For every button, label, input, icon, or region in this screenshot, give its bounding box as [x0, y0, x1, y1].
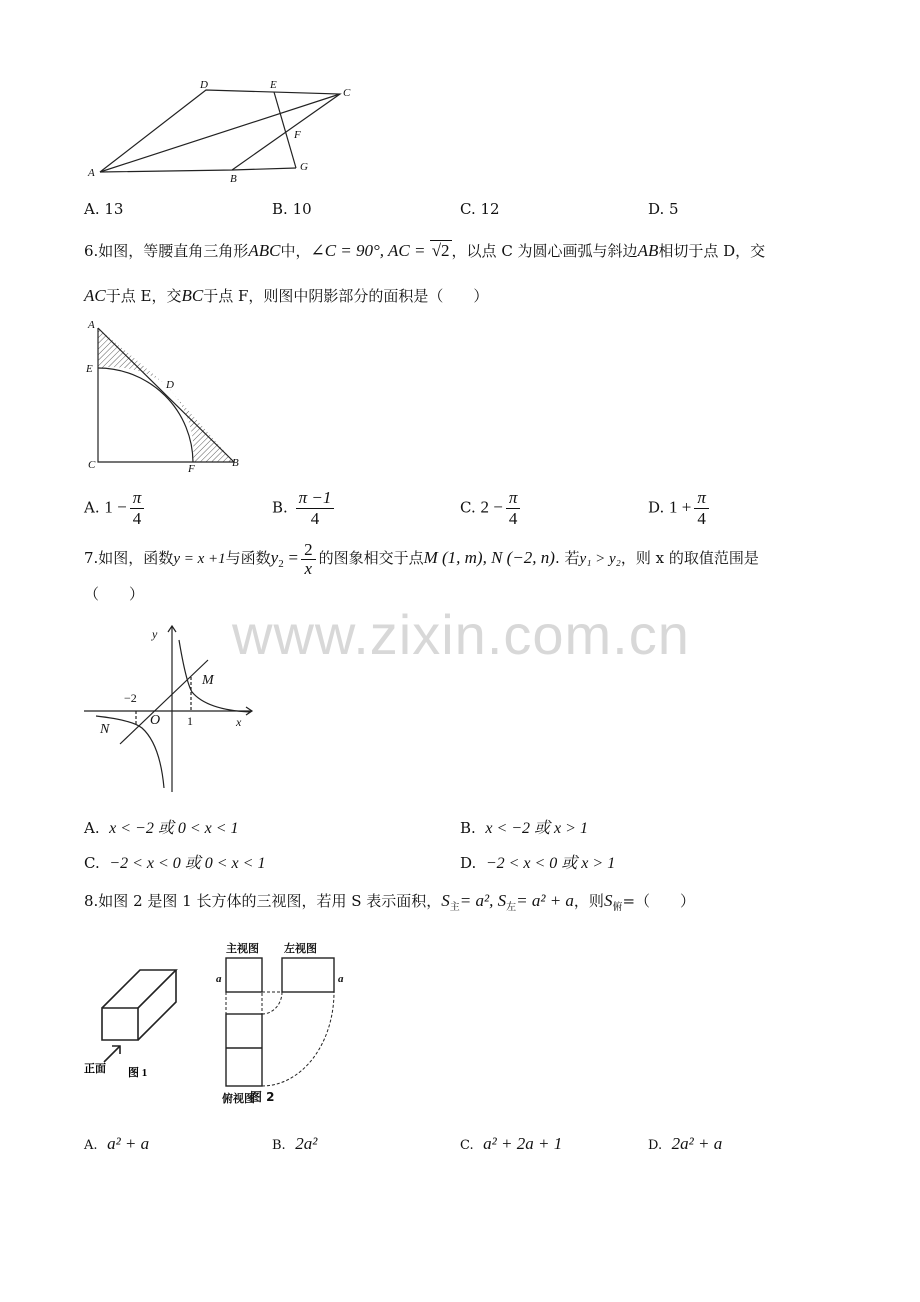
q6-shaded-region-top [98, 328, 164, 383]
q5-option-a[interactable] [84, 200, 123, 218]
q7-suffix: ，则 x 的取值范围是 [620, 549, 759, 567]
option-label: A. [84, 819, 100, 837]
option-label: B. [272, 200, 288, 218]
q6-line2-a: 于点 E，交 [105, 287, 182, 305]
option-label: B. [272, 1138, 286, 1153]
option-value: 12 [480, 200, 500, 218]
q5-label-b: B [230, 173, 237, 185]
q8-stem [84, 891, 695, 918]
q8-label-front: 正面 [84, 1063, 106, 1075]
q7-option-c[interactable] [84, 850, 265, 873]
option-label: B. [272, 498, 288, 517]
option-label: D. [648, 200, 665, 218]
option-label: A. [84, 200, 100, 218]
option-pre: 2 − [480, 497, 503, 517]
option-num: π [506, 488, 521, 509]
option-den: 4 [310, 509, 320, 528]
q7-points: M (1, m), N (−2, n) [423, 548, 555, 567]
option-den: 4 [508, 509, 518, 528]
option-label: A. [84, 498, 100, 517]
q5-option-c[interactable] [460, 200, 500, 218]
q6-text3: 相切于点 D，交 [658, 242, 766, 260]
q8-suffix: =（ ） [622, 892, 696, 910]
option-den: 4 [132, 509, 142, 528]
option-value: 2a² + a [671, 1134, 723, 1153]
q6-label-b: B [232, 457, 239, 469]
q8-option-b[interactable] [272, 1134, 317, 1154]
option-den: 4 [697, 509, 706, 528]
q8-figure-1-cuboid [82, 960, 192, 1080]
q7-prefix: 7.如图，函数 [84, 549, 174, 567]
q6-ac: AC [84, 286, 106, 305]
q7-mid1: 与函数 [225, 549, 271, 567]
option-label: C. [84, 854, 100, 872]
q7-label-neg2: −2 [124, 691, 137, 705]
q6-label-e: E [86, 363, 93, 375]
option-pre: 1 − [104, 497, 127, 517]
q6-option-c[interactable] [460, 488, 523, 529]
option-value: x < −2 或 x > 1 [485, 820, 588, 837]
option-value: a² + a [107, 1134, 150, 1153]
q6-option-b[interactable] [272, 488, 337, 529]
q8-caption-fig1: 图 1 [128, 1067, 148, 1079]
q7-frac-num: 2 [301, 541, 316, 560]
q8-s-main: S [441, 891, 450, 910]
q8-main-view [226, 958, 262, 992]
q5-label-a: A [88, 167, 95, 179]
q5-label-c: C [343, 87, 351, 99]
q7-label-o: O [150, 713, 161, 728]
q8-label-main-view: 主视图 [226, 943, 259, 955]
option-value: 10 [292, 200, 312, 218]
q6-abc: ABC [248, 241, 281, 260]
q5-parallelogram-figure [82, 78, 372, 188]
option-num: π −1 [296, 488, 335, 509]
q7-y2: y [270, 548, 279, 567]
option-label: D. [460, 854, 477, 872]
option-label: B. [460, 819, 476, 837]
q8-dash-arc-small [262, 992, 282, 1014]
option-value: −2 < x < 0 或 0 < x < 1 [109, 855, 266, 872]
q8-option-c[interactable] [460, 1134, 562, 1154]
q5-segment-eg [274, 92, 296, 168]
q7-option-d[interactable] [460, 850, 615, 873]
q7-eq: = [288, 548, 299, 567]
watermark: www.zixin.com.cn [232, 603, 690, 666]
q6-shaded-region-right [164, 383, 234, 462]
q8-s-top: S [603, 891, 613, 910]
q5-label-e: E [270, 79, 277, 91]
q5-label-f: F [294, 129, 301, 141]
q7-function-1: y = x +1 [173, 551, 226, 567]
q7-y2-sub: 2 [278, 558, 284, 570]
q8-s-main-sub: 主 [449, 902, 460, 913]
q7-option-a[interactable] [84, 815, 239, 838]
option-pre: 1 + [669, 497, 692, 517]
option-value: a² + 2a + 1 [483, 1134, 563, 1153]
q8-label-a-right: a [338, 973, 344, 985]
q6-angle: ∠C = 90°, AC = [310, 241, 430, 260]
q7-frac-den: x [304, 558, 313, 578]
q6-mid: 中， [280, 242, 311, 260]
q8-caption-fig2: 图 2 [250, 1090, 275, 1104]
q7-option-b[interactable] [460, 815, 588, 838]
q6-prefix: 6.如图，等腰直角三角形 [84, 242, 249, 260]
option-value: −2 < x < 0 或 x > 1 [485, 855, 616, 872]
q7-mid3: . 若 [554, 549, 580, 567]
q8-label-left-view: 左视图 [284, 943, 317, 955]
option-label: D. [648, 1138, 663, 1153]
q7-label-m: M [202, 673, 214, 688]
q7-label-n: N [100, 722, 110, 737]
q5-label-d: D [200, 79, 208, 91]
q6-arc [98, 368, 193, 462]
q8-cuboid-side [138, 970, 176, 1040]
option-label: C. [460, 200, 476, 218]
q6-label-d: D [166, 379, 174, 391]
q8-top-view [226, 1014, 262, 1086]
q8-s-top-sub: 俯 [612, 902, 623, 913]
option-label: D. [648, 498, 665, 517]
q8-option-a[interactable] [84, 1134, 149, 1154]
q6-ab: AB [637, 241, 659, 260]
q7-condition: y₁ > y₂ [579, 551, 621, 567]
q6-label-a: A [88, 319, 95, 331]
option-label: C. [460, 498, 476, 517]
option-num: π [130, 488, 145, 509]
option-value: 2a² [295, 1134, 318, 1153]
q8-option-d[interactable] [648, 1134, 722, 1154]
q8-figure-2-three-views [212, 936, 362, 1108]
option-num: π [694, 488, 709, 509]
q8-s-left: S [497, 891, 507, 910]
q6-triangle-figure [82, 314, 252, 474]
q6-triangle [98, 328, 234, 462]
q8-mid: ，则 [573, 892, 604, 910]
q7-label-y: y [152, 627, 158, 641]
q6-option-d[interactable] [648, 488, 712, 529]
q8-prefix: 8.如图 2 是图 1 长方体的三视图，若用 S 表示面积， [84, 892, 442, 910]
q8-eq2: = a² + a [516, 891, 574, 910]
q6-bc: BC [181, 286, 204, 305]
q6-stem-line2 [84, 286, 488, 306]
q5-option-b[interactable] [272, 200, 312, 218]
option-label: A. [84, 1138, 98, 1153]
q6-label-f: F [188, 463, 195, 474]
option-label: C. [460, 1138, 474, 1153]
q6-sqrt-arg: 2 [441, 241, 450, 260]
q5-segment-bg [232, 168, 296, 170]
option-value: 5 [669, 200, 679, 218]
q7-stem-line2: （ ） [84, 585, 145, 603]
q8-left-view [282, 958, 334, 992]
q8-label-top-view: 俯视图 [222, 1093, 255, 1105]
q7-mid2: 的图象相交于点 [318, 549, 424, 567]
q8-cuboid-top [102, 970, 176, 1008]
q8-dash-arc-large [262, 992, 334, 1086]
q6-text2: ，以点 C 为圆心画弧与斜边 [451, 242, 638, 260]
q8-label-a-left: a [216, 973, 222, 985]
q5-label-g: G [300, 161, 308, 173]
q8-s-left-sub: 左 [506, 902, 517, 913]
q8-cuboid-front [102, 1008, 138, 1040]
q6-line2-b: 于点 F，则图中阴影部分的面积是（ ） [203, 287, 489, 305]
q7-label-1: 1 [187, 714, 193, 728]
q7-label-x: x [236, 715, 242, 729]
q5-option-d[interactable] [648, 200, 679, 218]
option-value: 13 [104, 200, 124, 218]
q7-stem-line1 [84, 536, 759, 586]
option-value: x < −2 或 0 < x < 1 [109, 820, 239, 837]
q8-eq1: = a², [459, 891, 498, 910]
q6-option-a[interactable] [84, 488, 147, 529]
q6-stem-line1: 6.如图，等腰直角三角形ABC中，∠C = 90°, AC = √2 ，以点 C 为圆心画弧与斜边AB相切于点 D，交 [84, 241, 766, 260]
q8-front-arrow [104, 1046, 120, 1062]
q6-label-c: C [88, 459, 96, 471]
